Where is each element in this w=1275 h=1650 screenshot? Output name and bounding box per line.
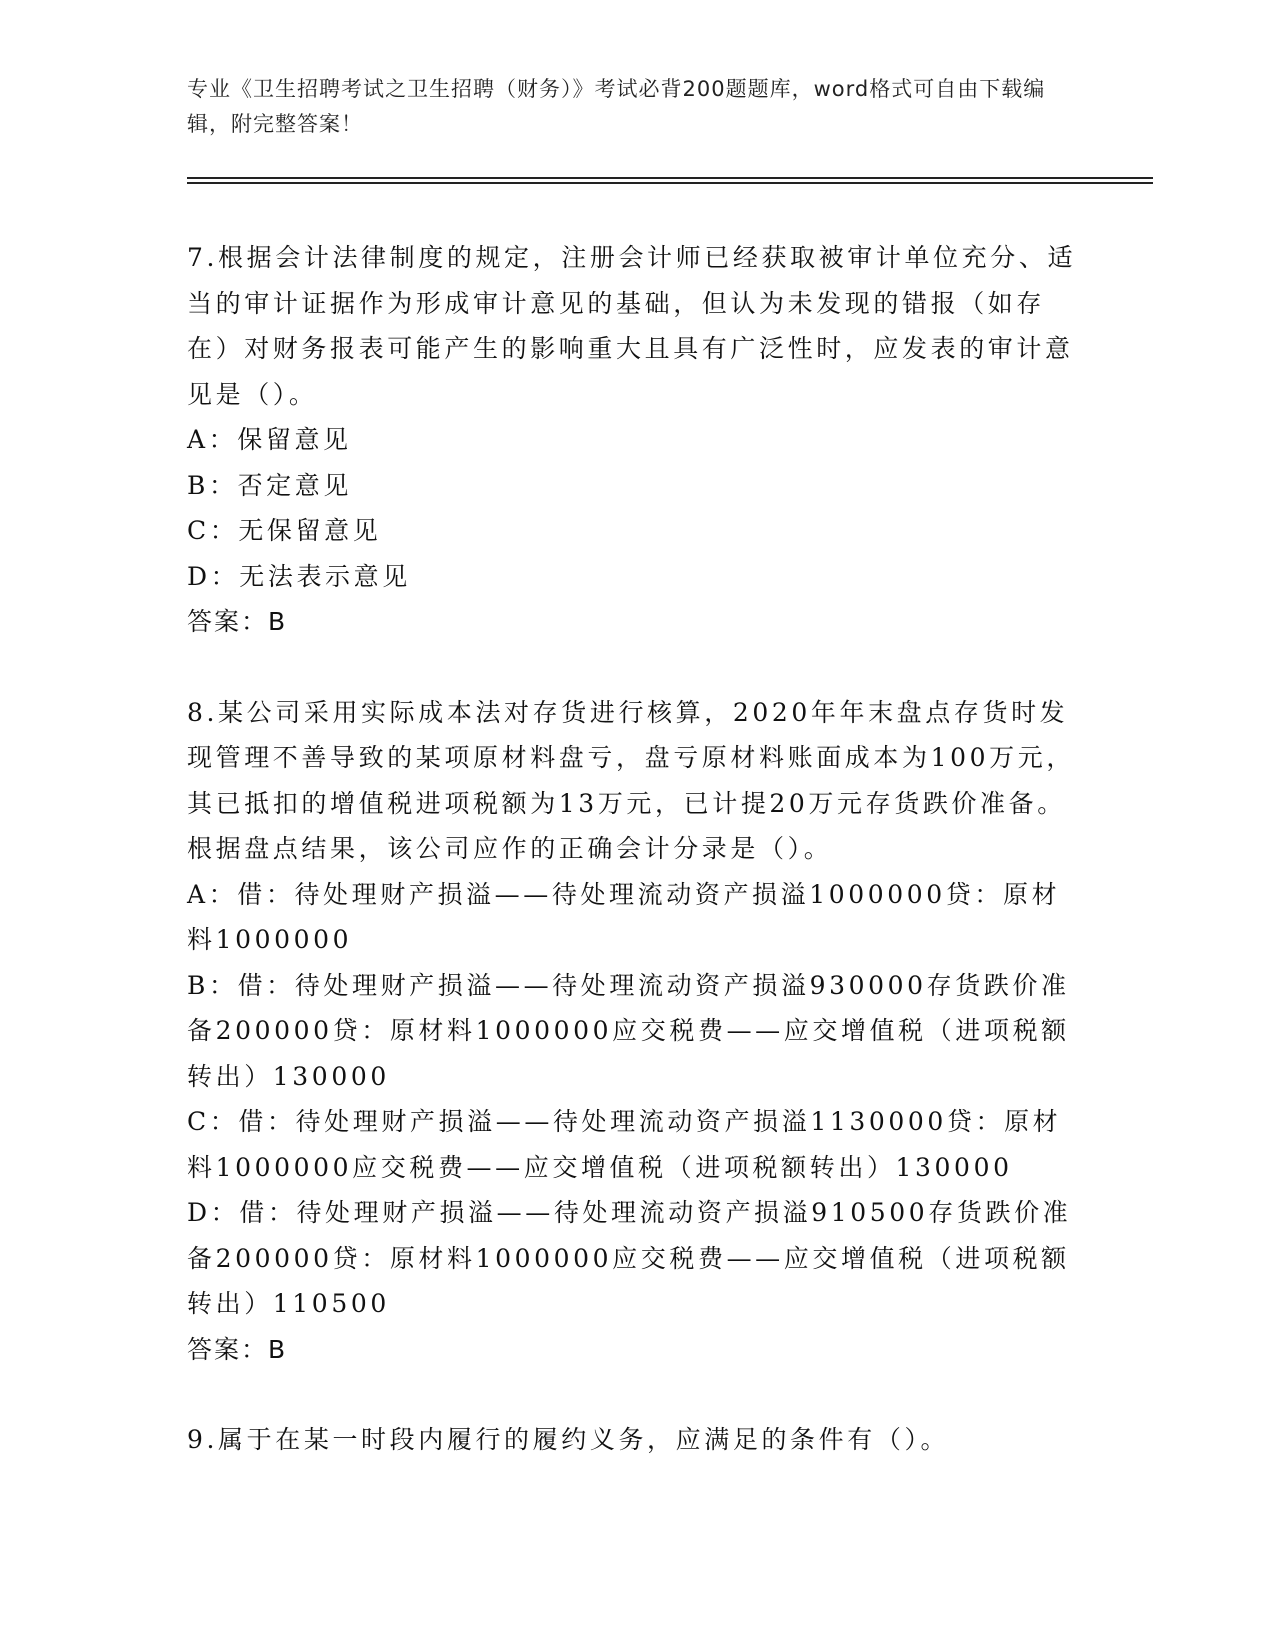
question-text: 7.根据会计法律制度的规定，注册会计师已经获取被审计单位充分、适当的审计证据作为形成审计意见的基础，但认为未发现的错报（如存在）对财务报表可能产生的影响重大且具有广泛性时，应发表的审计意见是（）。 bbox=[187, 243, 1077, 409]
answer-line: 答案：B bbox=[187, 607, 288, 636]
answer-line: 答案：B bbox=[187, 1334, 288, 1364]
option-a: A：保留意见 bbox=[187, 425, 352, 454]
question-9 bbox=[187, 1417, 1082, 1463]
question-text: 8.某公司采用实际成本法对存货进行核算，2020年年末盘点存货时发现管理不善导致的某项原材料盘亏，盘亏原材料账面成本为100万元，其已抵扣的增值税进项税额为13万元，已计提20万元存货跌价准备。根据盘点结果，该公司应作的正确会计分录是（）。 bbox=[187, 697, 1075, 863]
option-c: C：无保留意见 bbox=[187, 516, 382, 545]
question-7 bbox=[187, 235, 1082, 645]
question-list bbox=[187, 235, 1082, 1508]
option-a: A：借：待处理财产损溢——待处理流动资产损溢1000000贷：原材料1000000 bbox=[187, 879, 1061, 954]
document-header: 专业《卫生招聘考试之卫生招聘（财务）》考试必背200题题库，word格式可自由下载编辑，附完整答案！ bbox=[187, 77, 1046, 136]
header-rule-top bbox=[187, 177, 1153, 179]
option-d: D：借：待处理财产损溢——待处理流动资产损溢910500存货跌价准备200000贷：原材料1000000应交税费——应交增值税（进项税额转出）110500 bbox=[187, 1198, 1072, 1318]
header-rule-bottom bbox=[187, 182, 1153, 184]
option-c: C：借：待处理财产损溢——待处理流动资产损溢1130000贷：原材料1000000应交税费——应交增值税（进项税额转出）130000 bbox=[187, 1107, 1062, 1182]
question-8 bbox=[187, 690, 1082, 1373]
option-b: B：借：待处理财产损溢——待处理流动资产损溢930000存货跌价准备200000贷：原材料1000000应交税费——应交增值税（进项税额转出）130000 bbox=[187, 970, 1070, 1091]
question-text: 9.属于在某一时段内履行的履约义务，应满足的条件有（）。 bbox=[187, 1425, 950, 1454]
option-d: D：无法表示意见 bbox=[187, 561, 411, 591]
option-b: B：否定意见 bbox=[187, 470, 352, 500]
